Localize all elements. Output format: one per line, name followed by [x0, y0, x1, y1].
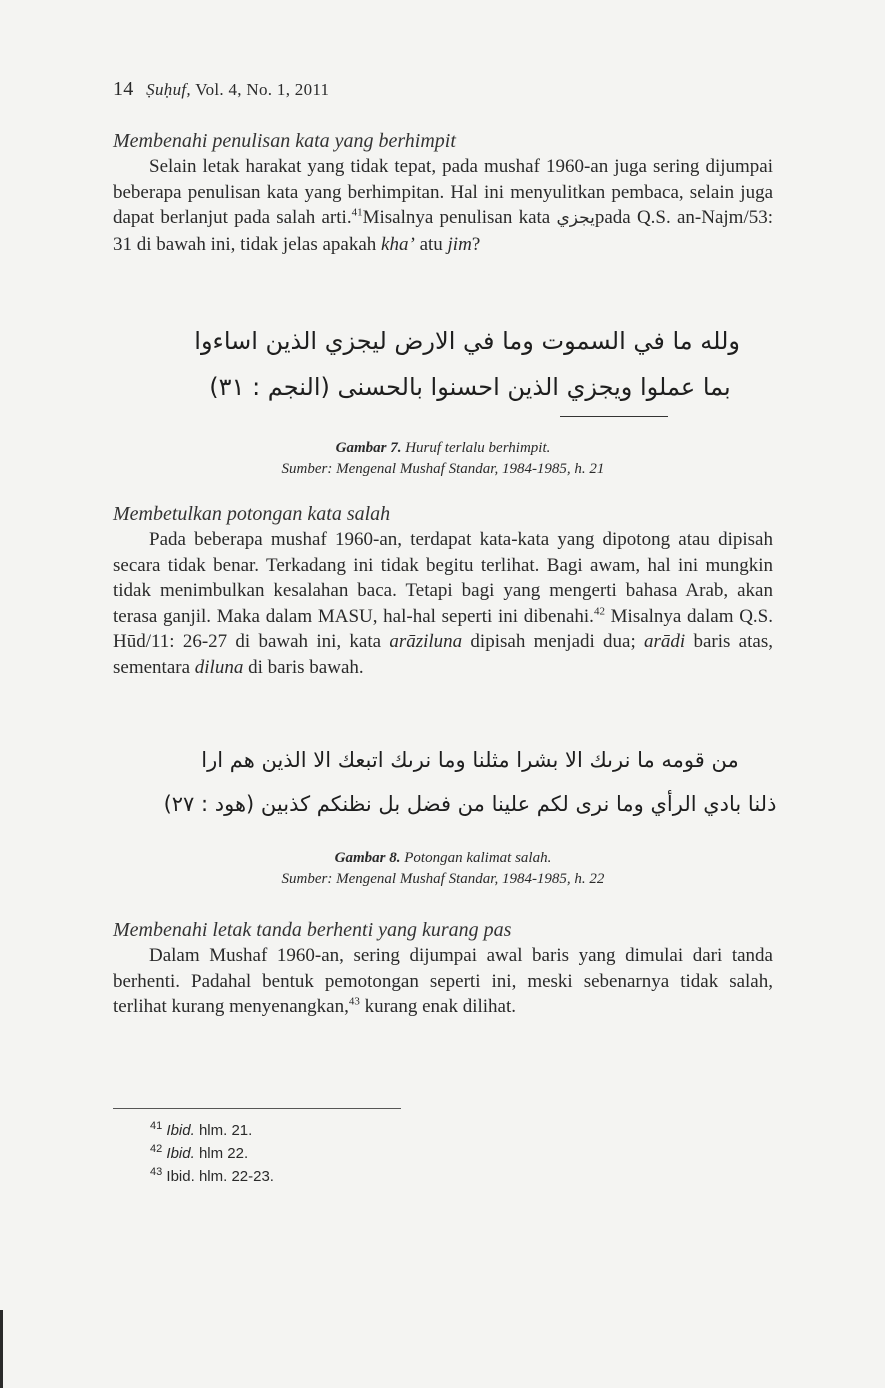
footnote-ref: 42: [593, 605, 605, 618]
paragraph-text: Misalnya penulisan kata: [362, 207, 557, 228]
paragraph-text: kurang enak dilihat.: [359, 996, 517, 1017]
section-heading: Membenahi penulisan kata yang berhimpit: [113, 130, 456, 152]
footnote: [150, 1143, 248, 1164]
italic-term: kha’: [381, 233, 415, 255]
figure-title: Huruf terlalu berhimpit.: [405, 440, 551, 456]
paragraph-text: ?: [471, 233, 481, 255]
journal-volume: Vol. 4, No. 1, 2011: [195, 80, 330, 99]
arabic-line: ذلنا بادي الرأي وما نرى لكم علينا من فضل بل نظنكم كذبين (هود : ٢٧): [163, 792, 777, 816]
paragraph-text: dipisah menjadi dua;: [462, 631, 645, 652]
running-header: [113, 78, 329, 101]
paragraph-text: Pada beberapa mushaf 1960-an, terdapat kata-kata yang dipotong atau dipisah secara tidak benar. Terkadang ini tidak begitu terlihat. Bagi awam, hal ini mungkin tidak menimbulkan kesalahan baca. Tetapi bagi yang mengerti bahasa Arab, akan terasa ganjil. Maka dalam MASU, hal-hal seperti ini dibenahi.: [113, 529, 773, 627]
footnote-ref: 41: [351, 206, 363, 219]
section-stop-marks: [113, 917, 773, 1020]
section-heading: Membenahi letak tanda berhenti yang kurang pas: [113, 919, 512, 941]
section-merged-words: [113, 128, 773, 257]
paragraph-text: pada Q.S. an-Najm/53: 31 di bawah ini, tidak jelas apakah: [113, 207, 774, 255]
figure-8-arabic-excerpt: [160, 738, 780, 826]
paragraph: [113, 527, 773, 680]
italic-term: arādi: [644, 631, 686, 652]
footnote-text: hlm. 21.: [194, 1122, 253, 1139]
footnote-text: Ibid. hlm. 22-23.: [166, 1168, 274, 1185]
footnote-number: 42: [150, 1143, 163, 1155]
figure-label: Gambar 7.: [335, 440, 402, 456]
footnote-rule: [113, 1108, 401, 1109]
footnote: [150, 1120, 252, 1141]
section-heading: Membetulkan potongan kata salah: [113, 503, 391, 525]
paragraph-text: Selain letak harakat yang tidak tepat, pada mushaf 1960-an juga sering dijumpai beberapa penulisan kata yang berhimpitan. Hal ini menyulitkan pembaca, selain juga dapat berlanjut pada salah arti.: [113, 156, 773, 228]
paragraph-text: di baris bawah.: [243, 656, 364, 678]
figure-8-caption: [113, 848, 773, 890]
italic-term: diluna: [194, 656, 244, 678]
figure-7-caption: [113, 438, 773, 480]
figure-title: Potongan kalimat salah.: [404, 850, 552, 866]
paragraph-text: atu: [414, 233, 448, 255]
paragraph-text: Dalam Mushaf 1960-an, sering dijumpai awal baris yang dimulai dari tanda berhenti. Padahal bentuk pemotongan seperti ini, meski sebenarnya tidak salah, terlihat kurang menyenangkan,: [113, 945, 773, 1017]
arabic-inline-word: يجزي: [556, 208, 595, 228]
italic-term: arāziluna: [389, 631, 463, 652]
journal-name: Ṣuḥuf,: [146, 80, 191, 99]
arabic-line: بما عملوا ويجزي الذين احسنوا بالحسنى (النجم : ٣١): [209, 373, 731, 401]
paragraph-text: baris atas, sementara: [113, 631, 773, 678]
footnote: [150, 1166, 274, 1187]
page-number: 14: [113, 78, 134, 100]
footnote-ref: 43: [348, 995, 360, 1008]
figure-label: Gambar 8.: [334, 850, 401, 866]
section-wrong-word-split: [113, 501, 773, 680]
figure-7-arabic-excerpt: [194, 318, 740, 410]
footnote-text: hlm 22.: [194, 1145, 249, 1162]
footnote-number: 43: [150, 1166, 163, 1178]
figure-source: Sumber: Mengenal Mushaf Standar, 1984-1985, h. 21: [281, 461, 605, 477]
figure-source: Sumber: Mengenal Mushaf Standar, 1984-1985, h. 22: [281, 871, 605, 887]
footnote-ref-text: Ibid.: [166, 1145, 195, 1162]
paragraph: [113, 943, 773, 1020]
scan-edge-mark: [0, 1310, 3, 1388]
arabic-line: من قومه ما نرىك الا بشرا مثلنا وما نرىك اتبعك الا الذين هم ارا: [201, 748, 739, 772]
paragraph: [113, 154, 773, 257]
footnote-ref-text: Ibid.: [166, 1122, 195, 1139]
footnote-number: 41: [150, 1120, 163, 1132]
arabic-line: ولله ما في السموت وما في الارض ليجزي الذين اساءوا: [194, 327, 740, 355]
paragraph-text: Misalnya dalam Q.S. Hūd/11: 26-27 di bawah ini, kata: [113, 605, 773, 652]
italic-term: jim: [447, 233, 472, 255]
figure-underline: [560, 416, 668, 417]
